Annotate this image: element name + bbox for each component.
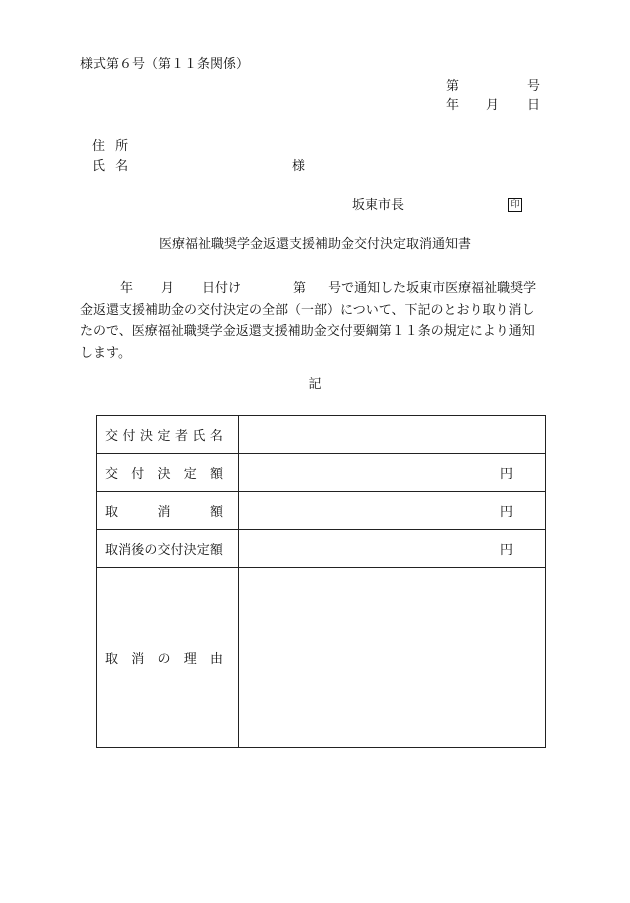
label-char: 取 [105, 652, 119, 667]
row-value-field[interactable] [239, 454, 546, 492]
date-year-label: 年 [446, 98, 460, 113]
label-char: 決 [139, 429, 153, 444]
honorific: 様 [292, 159, 306, 174]
date-day-label: 日 [527, 98, 541, 113]
row-value-field[interactable] [239, 416, 546, 454]
label-char: 取 [105, 543, 119, 558]
row-label-text [105, 425, 223, 444]
row-label [97, 530, 239, 568]
table-row [97, 492, 546, 530]
label-char: 付 [170, 543, 184, 558]
document-number-suffix: 号 [527, 79, 541, 94]
label-char: 額 [209, 543, 223, 558]
yen-unit: 円 [499, 505, 513, 520]
body-line-2: 金返還支援補助金の交付決定の全部（一部）について、下記のとおり取り消し [80, 302, 535, 318]
label-char: 消 [157, 505, 171, 520]
seal-mark: 印 [508, 198, 522, 212]
body-line-1 [80, 278, 554, 300]
row-label-text [105, 463, 223, 482]
yen-unit: 円 [499, 467, 513, 482]
label-char: 名 [209, 429, 223, 444]
label-char: 交 [105, 467, 119, 482]
label-char: 交 [105, 429, 119, 444]
details-table [96, 415, 546, 748]
label-char: 由 [209, 652, 223, 667]
row-label [97, 454, 239, 492]
table-row [97, 454, 546, 492]
row-label-text [105, 539, 223, 558]
label-char: 氏 [192, 429, 206, 444]
label-char: 消 [131, 652, 145, 667]
document-title: 医療福祉職奨学金返還支援補助金交付決定取消通知書 [158, 237, 471, 252]
label-char: 取 [105, 505, 119, 520]
name-label: 氏 名 [92, 159, 132, 174]
row-label [97, 416, 239, 454]
label-char: 交 [157, 543, 171, 558]
body-year-label: 年 [120, 281, 134, 296]
body-day-label: 日付け [202, 281, 242, 296]
date-month-label: 月 [486, 98, 500, 113]
label-char: 定 [157, 429, 171, 444]
body-line-1-rest: 号で通知した坂東市医療福祉職奨学 [328, 281, 537, 296]
table-row [97, 568, 546, 748]
yen-unit: 円 [499, 543, 513, 558]
row-label-text [105, 648, 223, 667]
label-char: 後 [131, 543, 145, 558]
notice-body [80, 278, 554, 364]
label-char: 定 [183, 467, 197, 482]
table-row [97, 530, 546, 568]
address-label: 住 所 [92, 139, 132, 154]
label-char: 決 [157, 467, 171, 482]
body-month-label: 月 [161, 281, 175, 296]
row-value-field[interactable] [239, 568, 546, 748]
label-char: 理 [183, 652, 197, 667]
label-char: 者 [174, 429, 188, 444]
label-char: 定 [196, 543, 210, 558]
label-char: 額 [209, 467, 223, 482]
body-line-3: たので、医療福祉職奨学金返還支援補助金交付要綱第１１条の規定により通知 [80, 324, 535, 339]
row-value-field[interactable] [239, 492, 546, 530]
row-label-text [105, 501, 223, 520]
label-char: 付 [122, 429, 136, 444]
row-label [97, 568, 239, 748]
label-char: 消 [118, 543, 132, 558]
label-char: の [144, 543, 158, 558]
row-value-field[interactable] [239, 530, 546, 568]
label-char: の [157, 652, 171, 667]
label-char: 決 [183, 543, 197, 558]
body-line-4: します。 [80, 345, 131, 361]
label-char: 付 [131, 467, 145, 482]
issuer-title: 坂東市長 [352, 198, 405, 213]
table-row [97, 416, 546, 454]
form-number: 様式第６号（第１１条関係） [80, 57, 250, 72]
ki-heading: 記 [308, 377, 322, 392]
row-label [97, 492, 239, 530]
document-number-prefix: 第 [446, 79, 460, 94]
label-char: 額 [209, 505, 223, 520]
body-number-prefix: 第 [293, 281, 307, 296]
